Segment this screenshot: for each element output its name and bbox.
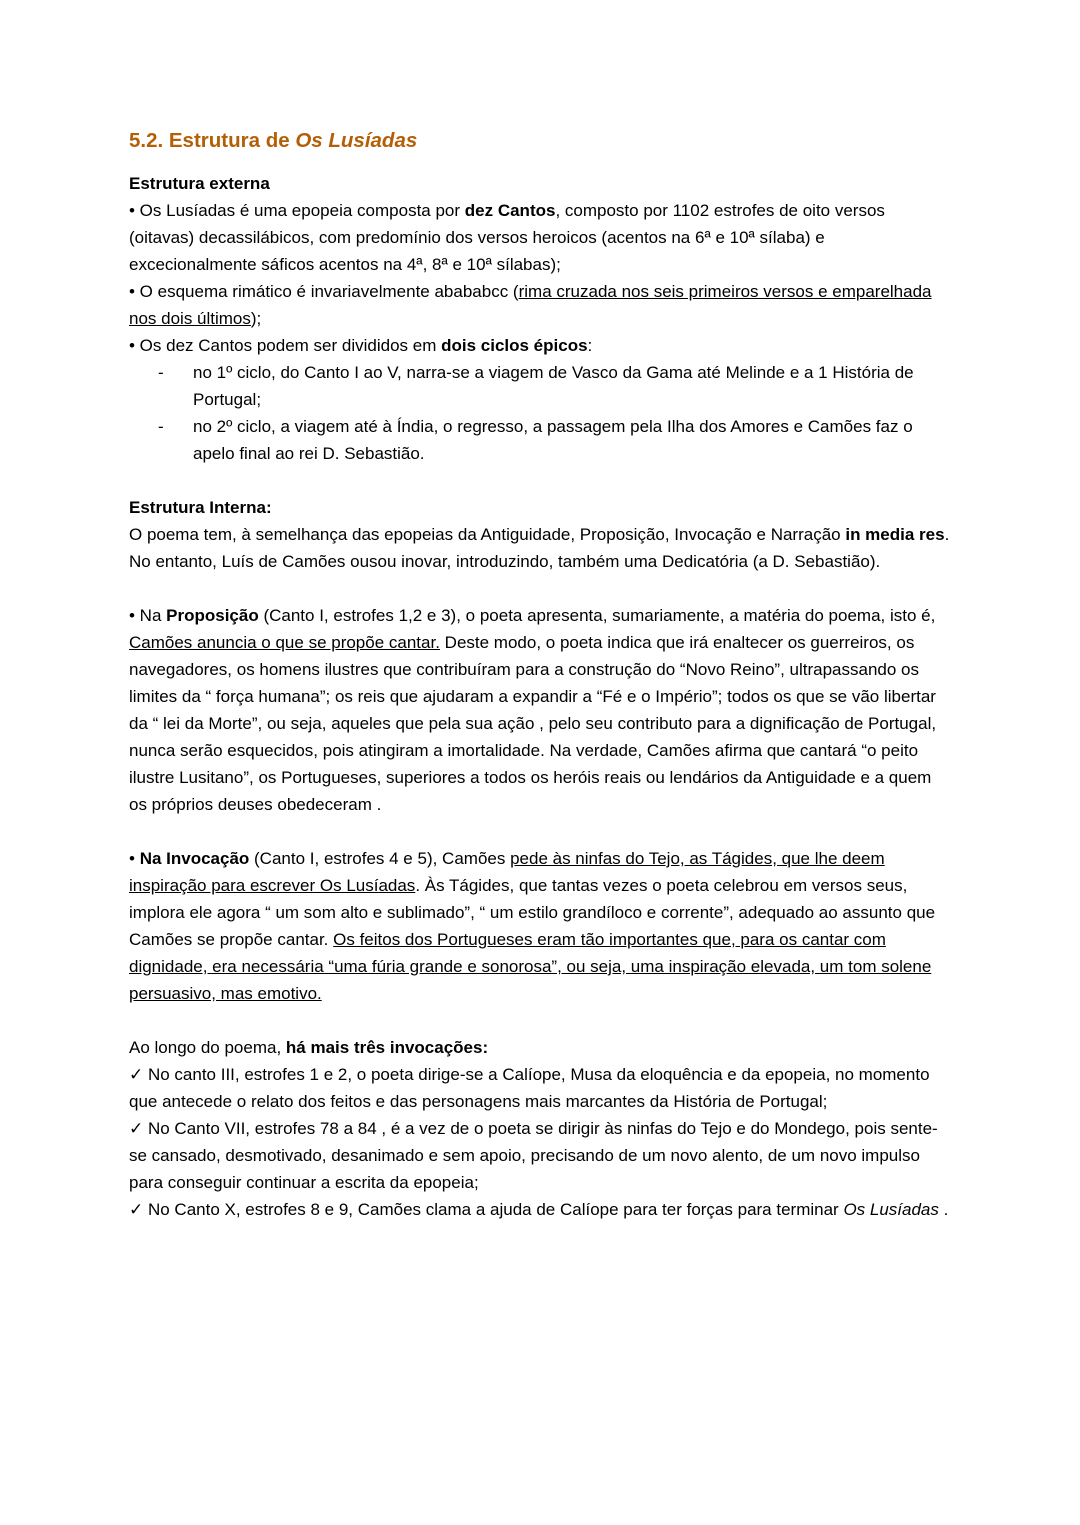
- text-segment: Os Lusíadas: [295, 129, 418, 152]
- dash-item-primeiro-ciclo: [129, 359, 951, 413]
- text-segment: •: [129, 849, 140, 868]
- text-segment: Ao longo do poema,: [129, 1038, 286, 1057]
- text-segment: ✓ No canto III, estrofes 1 e 2, o poeta dirige-se a Calíope, Musa da eloquência e da epopeia, no momento que antecede o relato dos feitos e das personagens mais marcantes da História de Portugal;: [129, 1065, 930, 1111]
- text-segment: :: [587, 336, 593, 355]
- bullet-epopeia-dez-cantos: [129, 197, 951, 278]
- text-segment: dois ciclos épicos: [441, 336, 588, 355]
- text-segment: . Às Tágides, que tantas vezes o poeta celebrou em versos seus, implora ele agora “ um som alto e sublimado”, “ um estilo grandíloco e corrente”, adequado ao assunto que Camões se propõe cantar.: [129, 876, 936, 949]
- text-segment: • Os Lusíadas é uma epopeia composta por: [129, 201, 465, 220]
- text-segment: Estrutura Interna:: [129, 498, 272, 517]
- section-title: [129, 128, 951, 154]
- text-segment: 5.2. Estrutura de: [129, 129, 296, 152]
- text-segment: pede às ninfas do Tejo, as Tágides, que lhe deem inspiração para escrever Os Lusíadas: [129, 849, 885, 895]
- text-segment: . No entanto, Luís de Camões ousou inovar, introduzindo, também uma Dedicatória (a D. Sebastião).: [129, 525, 950, 571]
- text-segment: (Canto I, estrofes 4 e 5), Camões: [249, 849, 511, 868]
- text-segment: no 2º ciclo, a viagem até à Índia, o regresso, a passagem pela Ilha dos Amores e Camões faz o apelo final ao rei D. Sebastião.: [193, 417, 913, 463]
- text-segment: , composto por 1102 estrofes de oito versos (oitavas) decassilábicos, com predomínio dos versos heroicos (acentos na 6ª e 10ª sílaba) e excecionalmente sáficos acentos na 4ª, 8ª e 10ª sílabas);: [129, 201, 885, 274]
- text-segment: Camões anuncia o que se propõe cantar.: [129, 633, 440, 652]
- text-segment: • Na: [129, 606, 167, 625]
- text-segment: Proposição: [166, 606, 259, 625]
- blank-line: [129, 467, 951, 494]
- text-segment: Na Invocação: [139, 849, 250, 868]
- text-segment: Os feitos dos Portugueses eram tão importantes que, para os cantar com dignidade, era necessária “uma fúria grande e sonorosa”, ou seja, uma inspiração elevada, um tom solene persuasivo, mas emotivo.: [129, 930, 932, 1003]
- text-segment: in media res: [845, 525, 945, 544]
- text-segment: há mais três invocações:: [285, 1038, 489, 1057]
- bullet-proposicao: [129, 602, 951, 818]
- text-segment: );: [250, 309, 262, 328]
- bullet-dois-ciclos-epicos: [129, 332, 951, 359]
- subheading-estrutura-interna: [129, 494, 951, 521]
- text-segment: • Os dez Cantos podem ser divididos em: [129, 336, 442, 355]
- text-segment: Os Lusíadas: [843, 1200, 939, 1219]
- check-item-canto-vii: [129, 1115, 951, 1196]
- text-segment: no 1º ciclo, do Canto I ao V, narra-se a viagem de Vasco da Gama até Melinde e a 1 História de Portugal;: [193, 363, 914, 409]
- text-segment: Deste modo, o poeta indica que irá enaltecer os guerreiros, os navegadores, os homens ilustres que contribuíram para a construção do “Novo Reino”, ultrapassando os limites da “ força humana”; os reis que ajudaram a expandir a “Fé e o Império”; todos os que se vão libertar da “ lei da Morte”, ou seja, aqueles que pela sua ação , pelo seu contributo para a dignificação de Portugal, nunca serão esquecidos, pois atingiram a imortalidade. Na verdade, Camões afirma que cantará “o peito ilustre Lusitano”, os Portugueses, superiores a todos os heróis reais ou lendários da Antiguidade e a quem os próprios deuses obedeceram .: [129, 633, 937, 814]
- check-item-canto-iii: [129, 1061, 951, 1115]
- text-segment: • O esquema rimático é invariavelmente abababcc (: [129, 282, 519, 301]
- text-segment: .: [938, 1200, 949, 1219]
- text-segment: (Canto I, estrofes 1,2 e 3), o poeta apresenta, sumariamente, a matéria do poema, isto é,: [258, 606, 936, 625]
- text-segment: ✓ No Canto X, estrofes 8 e 9, Camões clama a ajuda de Calíope para ter forças para terminar: [129, 1200, 844, 1219]
- check-item-canto-x: [129, 1196, 951, 1223]
- text-segment: Estrutura externa: [129, 174, 270, 193]
- text-segment: O poema tem, à semelhança das epopeias da Antiguidade, Proposição, Invocação e Narração: [129, 525, 846, 544]
- text-segment: ✓ No Canto VII, estrofes 78 a 84 , é a vez de o poeta se dirigir às ninfas do Tejo e do Mondego, pois sente-se cansado, desmotivado, desanimado e sem apoio, precisando de um novo alento, de um novo impulso para conseguir continuar a escrita da epopeia;: [129, 1119, 938, 1192]
- text-segment: rima cruzada nos seis primeiros versos e emparelhada nos dois últimos: [129, 282, 932, 328]
- dash-item-segundo-ciclo: [129, 413, 951, 467]
- subheading-estrutura-externa: [129, 170, 951, 197]
- bullet-invocacao: [129, 845, 951, 1007]
- blank-line: [129, 818, 951, 845]
- bullet-esquema-rimatico: [129, 278, 951, 332]
- text-segment: dez Cantos: [464, 201, 556, 220]
- blank-line: [129, 575, 951, 602]
- dash-marker: -: [158, 417, 164, 436]
- dash-marker: -: [158, 363, 164, 382]
- paragraph-mais-tres-invocacoes: [129, 1034, 951, 1061]
- paragraph-estrutura-interna-intro: [129, 521, 951, 575]
- blank-line: [129, 1007, 951, 1034]
